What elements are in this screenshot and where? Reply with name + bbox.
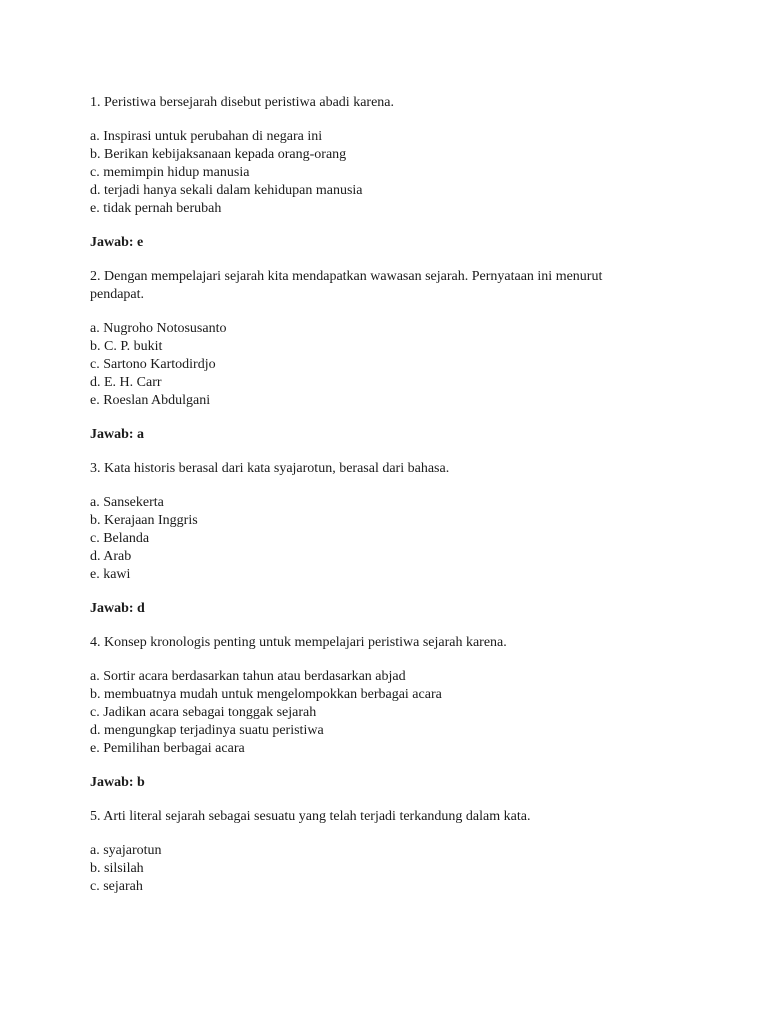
question-block-5 [90,808,650,896]
option-item: b. Kerajaan Inggris [90,513,198,528]
question-block-1 [90,94,650,252]
question-block-4 [90,634,650,792]
option-item: e. kawi [90,567,131,582]
option-item: b. silsilah [90,861,144,876]
option-item: a. syajarotun [90,843,162,858]
answer-text: Jawab: e [90,235,144,250]
question-text: 5. Arti literal sejarah sebagai sesuatu yang telah terjadi terkandung dalam kata. [90,809,531,824]
option-item: d. Arab [90,549,132,564]
option-item: c. Jadikan acara sebagai tonggak sejarah [90,705,317,720]
question-text: 3. Kata historis berasal dari kata syajarotun, berasal dari bahasa. [90,461,450,476]
option-list [90,128,650,218]
option-item: d. terjadi hanya sekali dalam kehidupan manusia [90,183,363,198]
option-item: e. Roeslan Abdulgani [90,393,211,408]
option-item: c. Belanda [90,531,150,546]
question-block-2 [90,268,650,444]
answer-text: Jawab: d [90,601,145,616]
option-item: d. mengungkap terjadinya suatu peristiwa [90,723,324,738]
option-item: b. Berikan kebijaksanaan kepada orang-orang [90,147,347,162]
option-item: e. Pemilihan berbagai acara [90,741,245,756]
option-item: c. memimpin hidup manusia [90,165,250,180]
question-text: 4. Konsep kronologis penting untuk mempelajari peristiwa sejarah karena. [90,635,507,650]
question-block-3 [90,460,650,618]
option-item: a. Sortir acara berdasarkan tahun atau berdasarkan abjad [90,669,406,684]
option-list [90,668,650,758]
document-page [90,94,650,912]
option-item: b. C. P. bukit [90,339,163,354]
answer-text: Jawab: a [90,427,145,442]
option-item: a. Inspirasi untuk perubahan di negara ini [90,129,323,144]
option-item: b. membuatnya mudah untuk mengelompokkan berbagai acara [90,687,442,702]
option-item: d. E. H. Carr [90,375,162,390]
option-list [90,320,650,410]
option-item: a. Nugroho Notosusanto [90,321,227,336]
question-text: 2. Dengan mempelajari sejarah kita mendapatkan wawasan sejarah. Pernyataan ini menurut pendapat. [90,269,603,302]
option-list [90,494,650,584]
option-item: c. Sartono Kartodirdjo [90,357,216,372]
option-item: c. sejarah [90,879,143,894]
option-item: a. Sansekerta [90,495,164,510]
option-list [90,842,650,896]
option-item: e. tidak pernah berubah [90,201,222,216]
question-text: 1. Peristiwa bersejarah disebut peristiwa abadi karena. [90,95,395,110]
answer-text: Jawab: b [90,775,145,790]
